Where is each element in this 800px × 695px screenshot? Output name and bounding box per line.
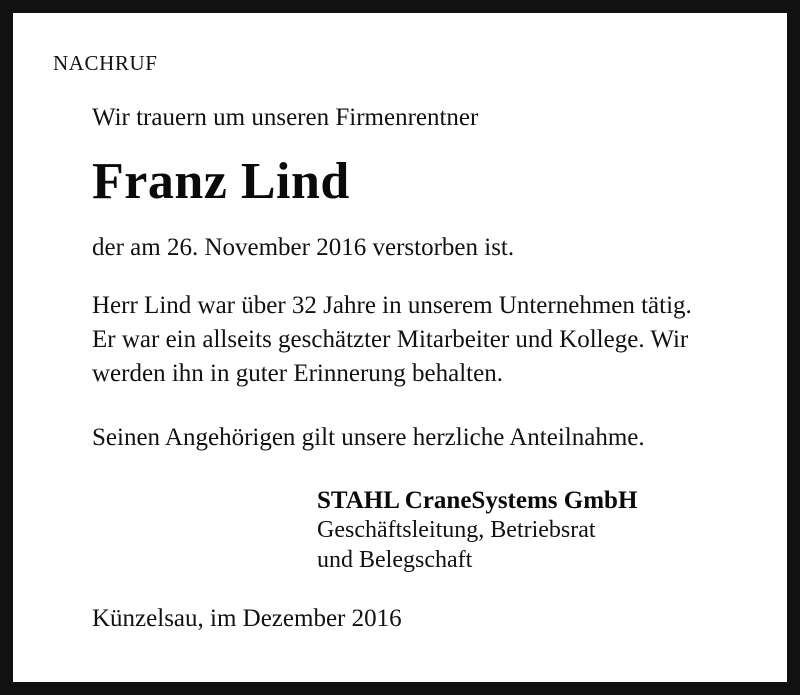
intro-text: Wir trauern um unseren Firmenrentner — [92, 104, 479, 131]
deceased-name: Franz Lind — [92, 153, 350, 211]
signature-block — [317, 485, 733, 575]
obituary-body — [92, 102, 733, 633]
death-date-text: der am 26. November 2016 verstorben ist. — [92, 233, 515, 261]
notice-type-label: NACHRUF — [53, 51, 158, 75]
signatory-line-2: und Belegschaft — [317, 546, 473, 573]
condolence-paragraph: Seinen Angehörigen gilt unsere herzliche Anteilnahme. — [92, 424, 645, 452]
tribute-paragraph: Herr Lind war über 32 Jahre in unserem Unternehmen tätig. Er war ein allseits geschätzter Mitarbeiter und Kollege. Wir werden ihn in guter Erinnerung behalten. — [92, 292, 692, 388]
company-name: STAHL CraneSystems GmbH — [317, 487, 638, 515]
signatory-line-1: Geschäftsleitung, Betriebsrat — [317, 517, 596, 544]
place-and-date: Künzelsau, im Dezember 2016 — [92, 604, 402, 632]
